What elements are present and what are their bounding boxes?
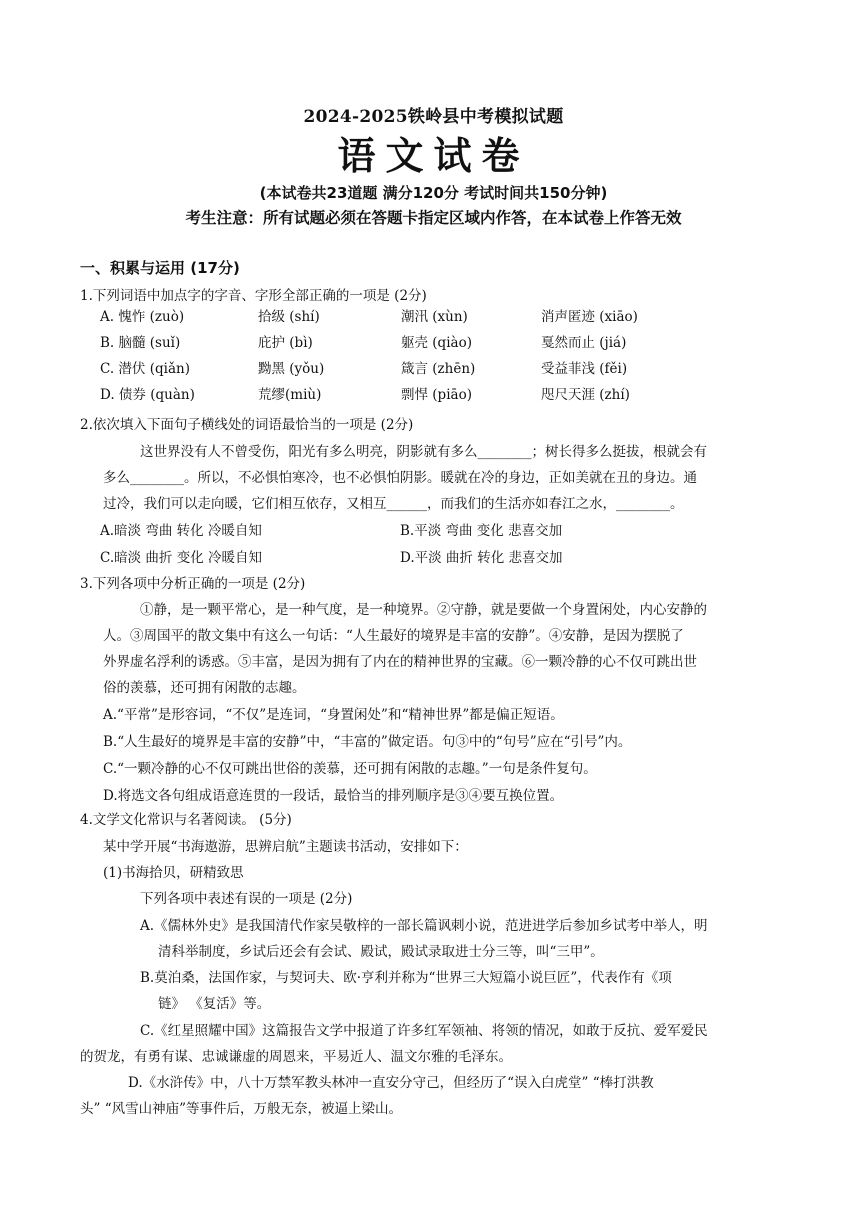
- option-row: [100, 518, 750, 545]
- option-row-d: [100, 382, 790, 408]
- question-3-stem: 3.下列各项中分析正确的一项是 (2分): [80, 576, 306, 592]
- option-row-c: [100, 356, 790, 382]
- question-4-option-c-line: C.《红星照耀中国》这篇报告文学中报道了许多红军领袖、将领的情况，如敢于反抗、爱军爱民: [140, 1023, 708, 1039]
- question-2-options: [100, 518, 750, 572]
- section-heading: 一、积累与运用 (17分): [80, 259, 240, 277]
- option-cell: 消声匿迹 (xiāo): [541, 309, 638, 325]
- question-2-passage-line: 多么________。所以，不必惧怕寒冷，也不必惧怕阴影。暖就在冷的身边，正如美就在丑的身边。通: [103, 470, 697, 486]
- question-4-option-d-line: D.《水浒传》中，八十万禁军教头林冲一直安分守己，但经历了“误入白虎堂” “棒打洪教: [128, 1075, 654, 1091]
- option-cell: 黝黑 (yǒu): [258, 361, 325, 377]
- question-4-stem: 4.文学文化常识与名著阅读。 (5分): [80, 812, 292, 828]
- question-1-stem: 1.下列词语中加点字的字音、字形全部正确的一项是 (2分): [80, 288, 427, 304]
- exam-notice: 考生注意：所有试题必须在答题卡指定区域内作答，在本试卷上作答无效: [185, 209, 682, 227]
- option-cell: D. 债券 (quàn): [100, 387, 195, 403]
- exam-header: [0, 105, 867, 231]
- option-cell: B. 脑髓 (suǐ): [100, 335, 181, 351]
- option-b: B.平淡 弯曲 变化 悲喜交加: [400, 523, 563, 539]
- option-row: [100, 545, 750, 572]
- question-4-intro: 某中学开展“书海遨游，思辨启航”主题读书活动，安排如下：: [103, 839, 468, 855]
- option-cell: 拾级 (shí): [258, 309, 320, 325]
- option-cell: 戛然而止 (jiá): [541, 335, 627, 351]
- question-2-stem: 2.依次填入下面句子横线处的词语最恰当的一项是 (2分): [80, 417, 414, 433]
- option-cell: 受益菲浅 (fěi): [541, 361, 628, 377]
- question-4-option-b-line: 链》 《复活》等。: [158, 996, 271, 1012]
- option-cell: 潮汛 (xùn): [401, 309, 468, 325]
- option-cell: 荒缪(miù): [258, 387, 322, 403]
- question-4-sub-stem: 下列各项中表述有误的一项是 (2分): [140, 891, 353, 907]
- option-cell: 庇护 (bì): [258, 335, 313, 351]
- option-row-a: [100, 304, 790, 330]
- question-3-option-c: C.“一颗冷静的心不仅可跳出世俗的羡慕，还可拥有闲散的志趣。”一句是条件复句。: [103, 761, 597, 777]
- question-3-passage-line: ①静，是一颗平常心，是一种气度，是一种境界。②守静，就是要做一个身置闲处，内心安静的: [140, 602, 707, 618]
- option-cell: 躯壳 (qiào): [401, 335, 472, 351]
- option-d: D.平淡 曲折 转化 悲喜交加: [400, 550, 563, 566]
- option-cell: C. 潜伏 (qiǎn): [100, 361, 190, 377]
- option-a: A.暗淡 弯曲 转化 冷暖自知: [100, 523, 262, 539]
- option-cell: A. 愧怍 (zuò): [100, 309, 185, 325]
- option-cell: 剽悍 (piāo): [401, 387, 472, 403]
- option-c: C.暗淡 曲折 变化 冷暖自知: [100, 550, 263, 566]
- option-cell: 咫尺天涯 (zhí): [541, 387, 630, 403]
- exam-subtitle: 2024-2025铁岭县中考模拟试题: [303, 107, 564, 127]
- question-3-passage-line: 人。③周国平的散文集中有这么一句话：“人生最好的境界是丰富的安静”。④安静，是因为摆脱了: [103, 628, 684, 644]
- question-2-passage-line: 这世界没有人不曾受伤，阳光有多么明亮，阴影就有多么________；树长得多么挺拔，根就会有: [140, 444, 707, 460]
- question-3-option-d: D.将选文各句组成语意连贯的一段话，最恰当的排列顺序是③④要互换位置。: [103, 788, 564, 804]
- question-4-option-a-line: A.《儒林外史》是我国清代作家吴敬梓的一部长篇讽刺小说，范进进学后参加乡试考中举人，明: [140, 918, 708, 934]
- question-4-option-d-line: 头” “风雪山神庙”等事件后，万般无奈，被逼上梁山。: [80, 1101, 402, 1117]
- question-4-option-b-line: B.莫泊桑，法国作家，与契诃夫、欧·亨利并称为“世界三大短篇小说巨匠”，代表作有《项: [140, 970, 672, 986]
- question-3-passage-line: 俗的羡慕，还可拥有闲散的志趣。: [103, 680, 306, 696]
- exam-info: (本试卷共23道题 满分120分 考试时间共150分钟): [259, 184, 608, 202]
- question-2-passage-line: 过冷，我们可以走向暖，它们相互依存，又相互______，而我们的生活亦如春江之水，________。: [103, 496, 684, 512]
- option-row-b: [100, 330, 790, 356]
- option-cell: 箴言 (zhēn): [401, 361, 476, 377]
- question-4-option-a-line: 清科举制度，乡试后还会有会试、殿试，殿试录取进士分三等，叫“三甲”。: [158, 944, 604, 960]
- question-3-option-b: B.“人生最好的境界是丰富的安静”中，“丰富的”做定语。句③中的“句号”应在“引号”内。: [103, 734, 632, 750]
- question-1-options: [100, 304, 790, 408]
- exam-title: 语文试卷: [337, 134, 530, 178]
- question-3-option-a: A.“平常”是形容词，“不仅”是连词，“身置闲处”和“精神世界”都是偏正短语。: [103, 707, 564, 723]
- question-3-passage-line: 外界虚名浮利的诱惑。⑤丰富，是因为拥有了内在的精神世界的宝藏。⑥一颗冷静的心不仅可跳出世: [103, 654, 697, 670]
- question-4-part-1: (1)书海拾贝，研精致思: [103, 865, 244, 881]
- question-4-option-c-line: 的贺龙，有勇有谋、忠诚谦虚的周恩来，平易近人、温文尔雅的毛泽东。: [80, 1049, 512, 1065]
